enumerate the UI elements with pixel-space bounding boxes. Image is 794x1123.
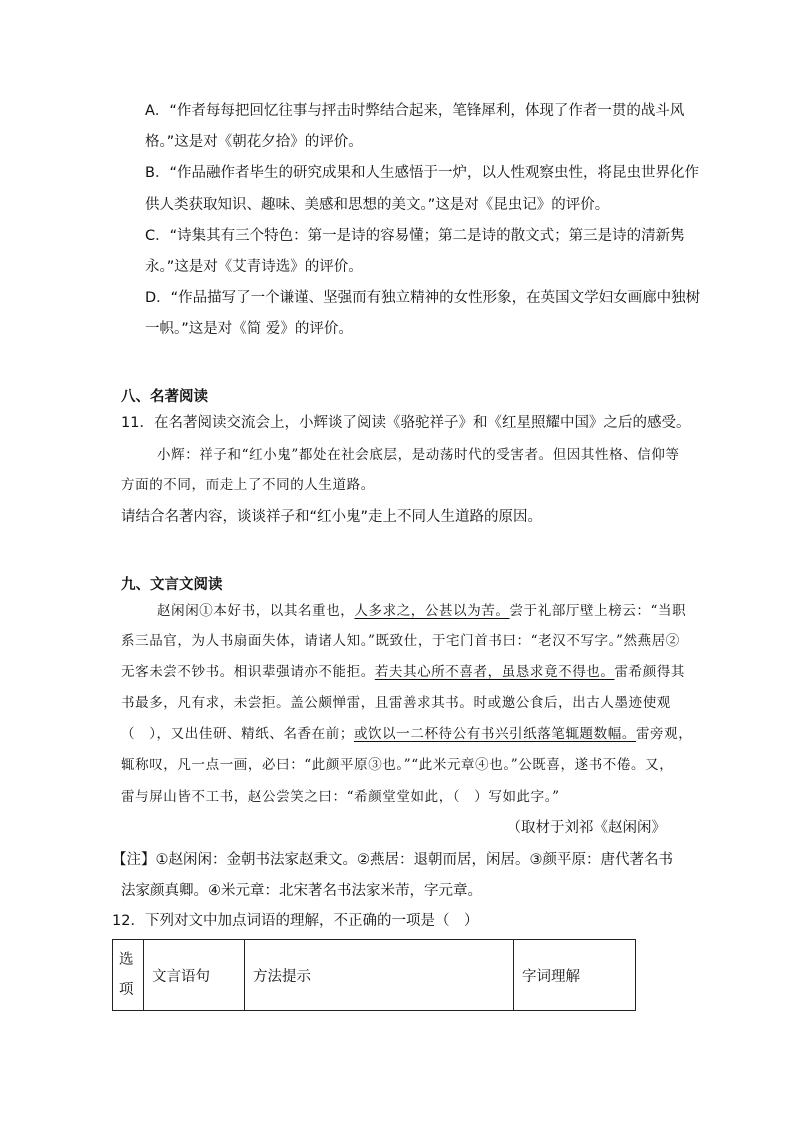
table-header-cell: 方法提示: [245, 940, 514, 1011]
passage-line5: [121, 723, 692, 745]
option-d-line1: D．“作品描写了一个谦谨、坚强而有独立精神的女性形象，在英国文学妇女画廊中独树: [145, 290, 701, 306]
notes-line1: 【注】①赵闲闲：金朝书法家赵秉文。②燕居：退朝而居，闲居。③颜平原：唐代著名书: [112, 852, 673, 868]
option-b-line1: B．“作品融作者毕生的研究成果和人生感悟于一炉，以人性观察虫性，将昆虫世界化作: [145, 165, 699, 181]
quote-line2: 方面的不同，而走上了不同的人生道路。: [121, 477, 375, 493]
passage-line2: 系三品官，为人书扇面失体，请诸人知。”既致仕，于宅门首书曰：“老汉不写字。”然燕居②: [121, 633, 680, 649]
underlined-sentence: 人多求之，公甚以为苦。: [354, 603, 510, 619]
underlined-sentence: 或饮以一二杯待公有书兴引纸落笔辄題数幅。: [353, 726, 636, 742]
options-table: [112, 939, 636, 1011]
passage-text: （ ），又出佳研、精纸、名香在前；: [121, 726, 354, 742]
passage-line1: [157, 600, 686, 622]
option-b-line2: 供人类获取知识、趣味、美感和思想的美文。”这是对《昆虫记》的评价。: [145, 197, 610, 213]
passage-text: 雷旁观，: [635, 726, 693, 742]
underlined-sentence: 若夫其心所不喜者，虽恳求竟不得也。: [374, 664, 615, 680]
table-header-row: [113, 940, 636, 1011]
option-d-line2: 一帜。”这是对《简 爱》的评价。: [145, 321, 353, 337]
section-9-title: 九、文言文阅读: [121, 577, 223, 593]
option-a-line2: 格。”这是对《朝花夕拾》的评价。: [145, 134, 363, 150]
quote-line1: 小辉：祥子和“红小鬼”都处在社会底层，是动荡时代的受害者。但因其性格、信仰等: [157, 447, 680, 463]
passage-text: 尝于礼部厅壁上榜云：“当职: [509, 603, 687, 619]
option-a-line1: A．“作者每每把回忆往事与抨击时弊结合起来，笔锋犀利，体现了作者一贯的战斗风: [145, 103, 685, 119]
passage-line6: 辄称叹，凡一点一画，必曰：“此颜平原③也。”“此米元章④也。”公既喜，遂书不倦。又，: [121, 757, 674, 773]
question-12: 12．下列对文中加点词语的理解，不正确的一项是（ ）: [112, 913, 479, 929]
source-citation: （取材于刘祁《赵闲闲》: [506, 820, 666, 836]
question-11: 11．在名著阅读交流会上，小辉谈了阅读《骆驼祥子》和《红星照耀中国》之后的感受。: [121, 415, 691, 431]
table-header-cell: 选项: [113, 940, 144, 1011]
passage-text: 赵闲闲①本好书，以其名重也，: [157, 603, 355, 619]
section-8-title: 八、名著阅读: [121, 389, 208, 405]
passage-line3: [121, 661, 685, 683]
passage-text: 无客未尝不钞书。相识辈强请亦不能拒。: [121, 664, 375, 680]
question-11-prompt: 请结合名著内容，谈谈祥子和“红小鬼”走上不同人生道路的原因。: [121, 509, 543, 525]
notes-line2: 法家颜真卿。④米元章：北宋著名书法家米芾，字元章。: [121, 883, 482, 899]
option-c-line2: 永。”这是对《艾青诗选》的评价。: [145, 259, 363, 275]
passage-line4: 书最多，凡有求，未尝拒。盖公颇惮雷，且雷善求其书。时或邀公食后，出古人墨迹使观: [121, 695, 671, 711]
table-header-cell: 字词理解: [514, 940, 636, 1011]
passage-text: 雷希颜得其: [614, 664, 686, 680]
option-c-line1: C．“诗集其有三个特色：第一是诗的容易懂；第二是诗的散文式；第三是诗的清新隽: [145, 228, 685, 244]
passage-line7: 雷与屏山皆不工书，赵公尝笑之曰：“希颜堂堂如此，（ ）写如此字。”: [121, 789, 560, 805]
table-header-cell: 文言语句: [144, 940, 245, 1011]
